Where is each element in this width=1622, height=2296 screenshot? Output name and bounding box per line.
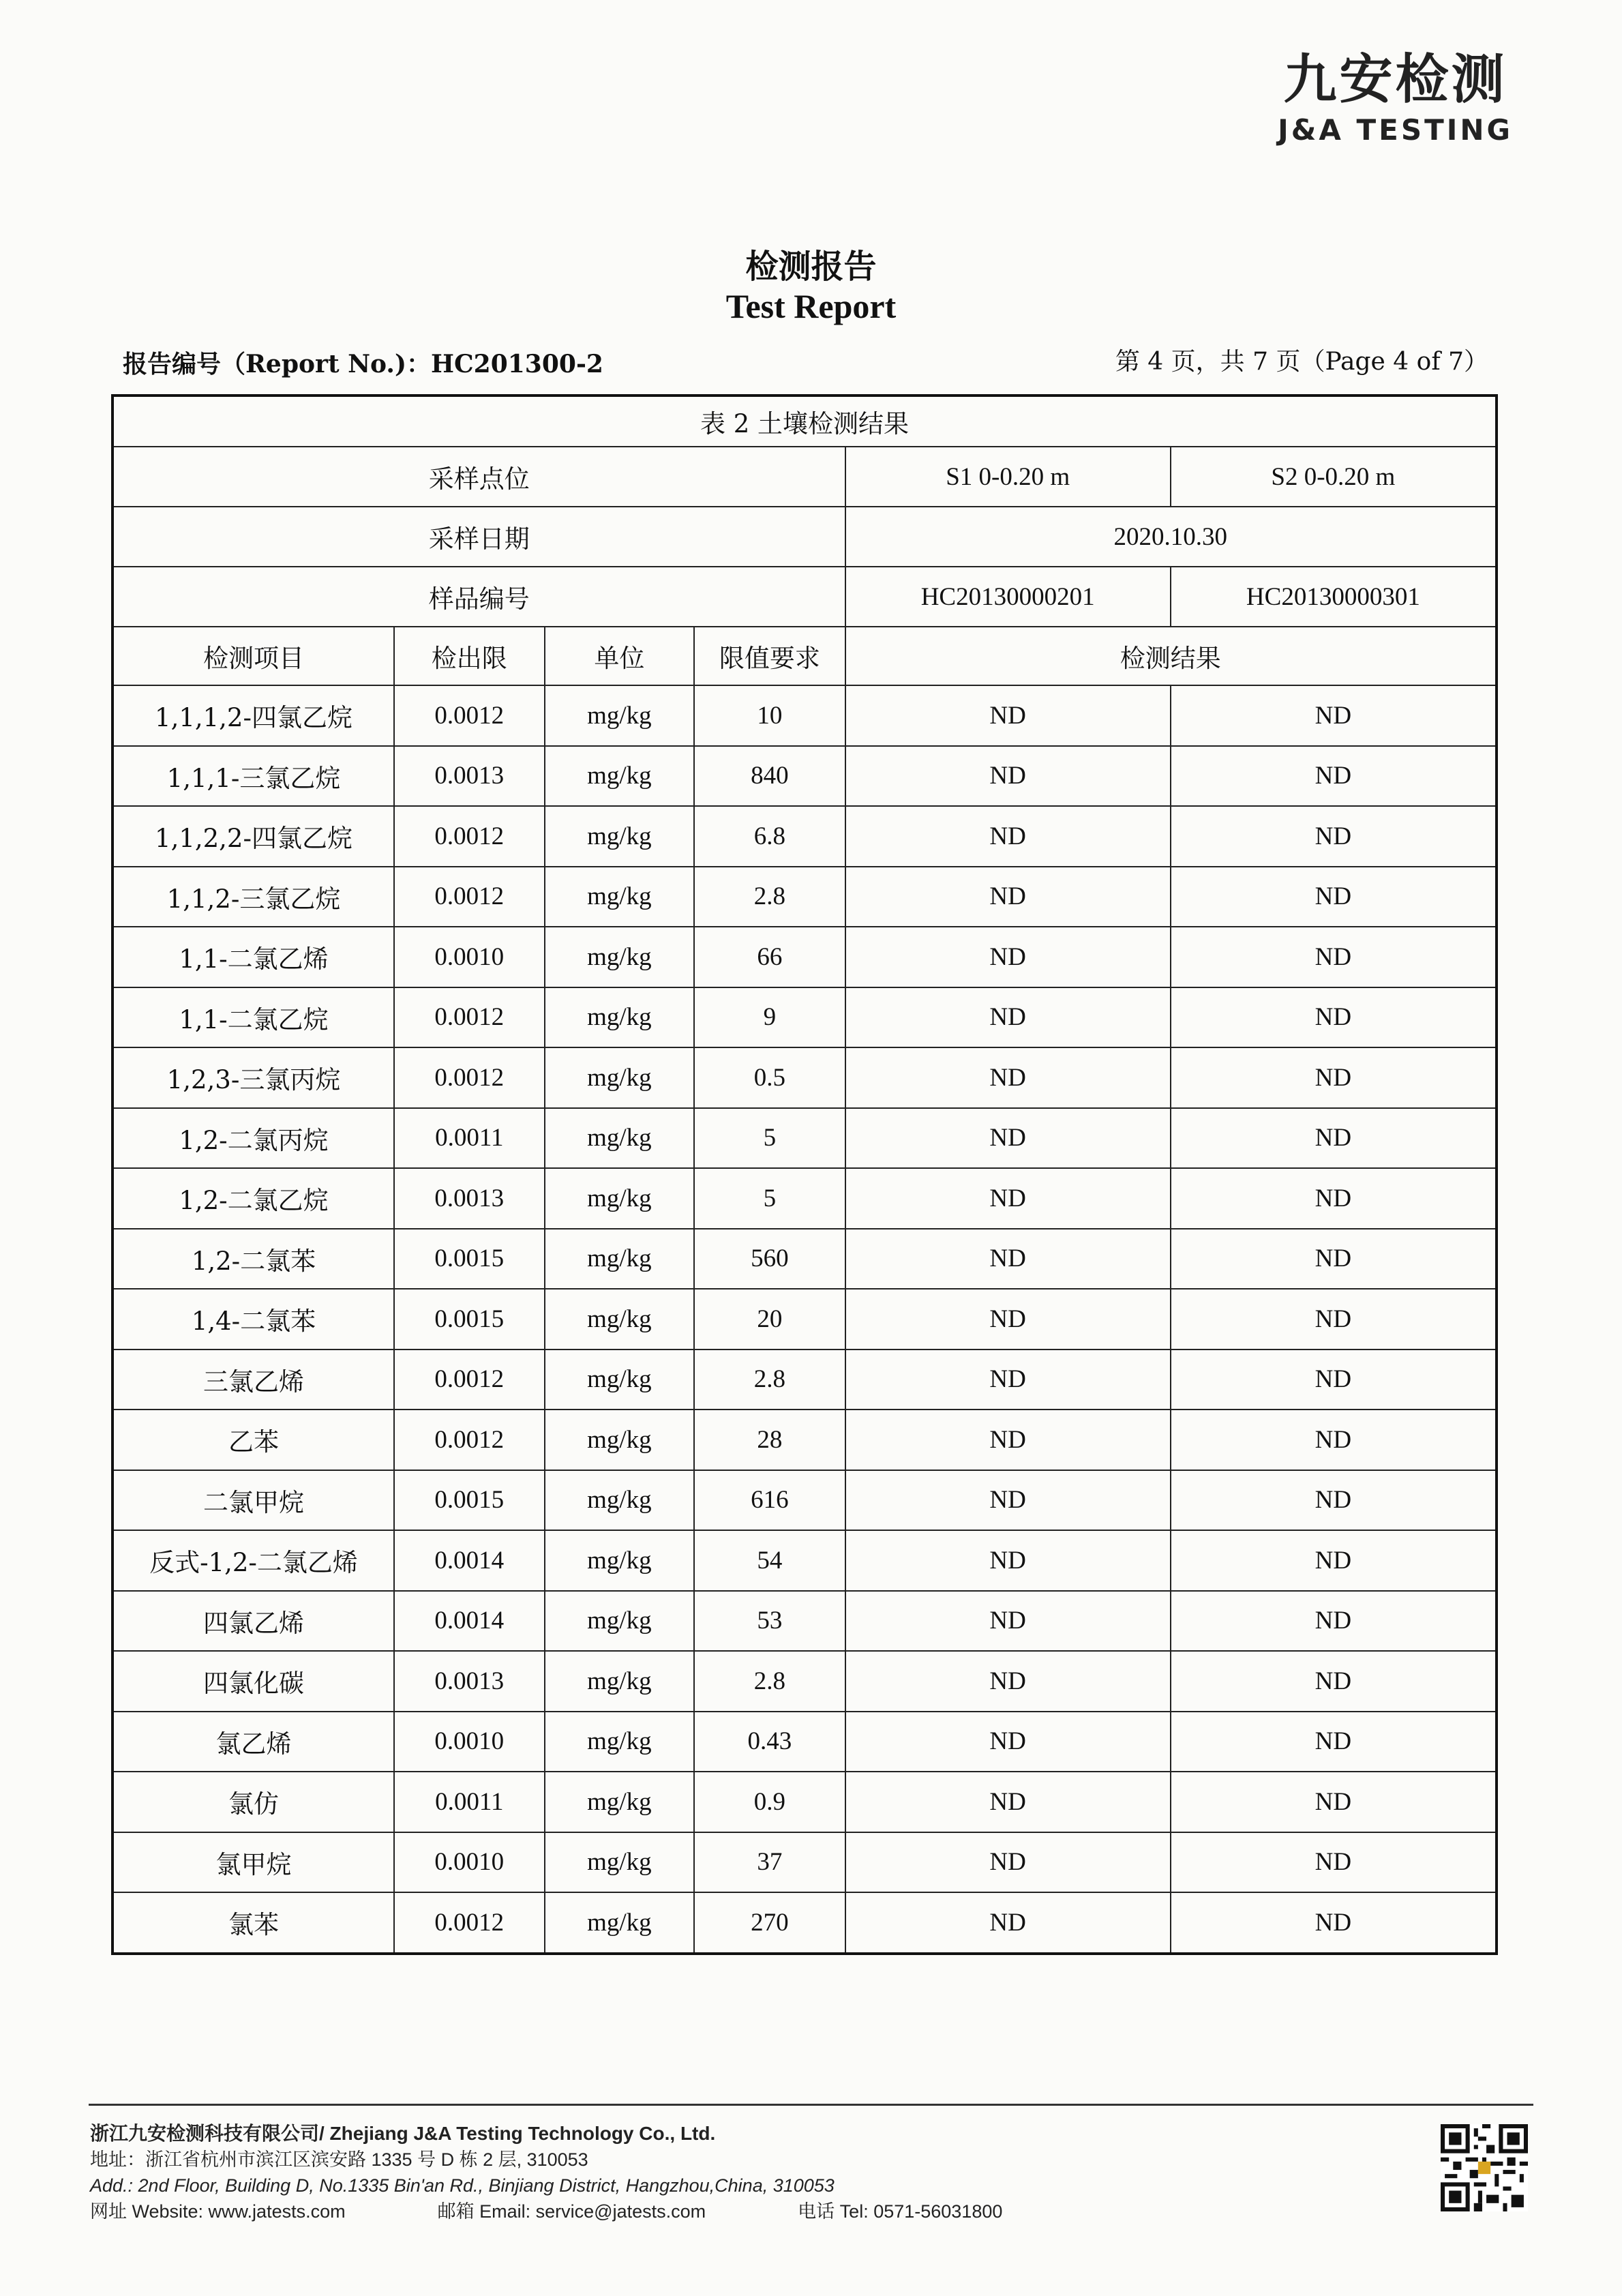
detection-limit: 0.0012 xyxy=(394,806,545,867)
limit-value: 54 xyxy=(694,1530,845,1591)
unit: mg/kg xyxy=(545,1047,695,1108)
item-name: 氯苯 xyxy=(112,1892,394,1954)
col-header-limit: 限值要求 xyxy=(694,627,845,685)
result-s2: ND xyxy=(1171,1229,1497,1289)
item-name: 反式-1,2-二氯乙烯 xyxy=(112,1530,394,1591)
detection-limit: 0.0012 xyxy=(394,1410,545,1470)
sampling-date-label: 采样日期 xyxy=(112,507,845,567)
table-row xyxy=(112,1470,1497,1531)
result-s1: ND xyxy=(845,1772,1171,1832)
result-s1: ND xyxy=(845,1350,1171,1410)
limit-value: 9 xyxy=(694,987,845,1048)
limit-value: 20 xyxy=(694,1289,845,1350)
result-s2: ND xyxy=(1171,987,1497,1048)
col-header-detection-limit: 检出限 xyxy=(394,627,545,685)
sampling-point-s2: S2 0-0.20 m xyxy=(1171,447,1497,507)
sample-no-label: 样品编号 xyxy=(112,567,845,627)
limit-value: 0.5 xyxy=(694,1047,845,1108)
result-s2: ND xyxy=(1171,806,1497,867)
detection-limit: 0.0012 xyxy=(394,1350,545,1410)
logo-cn: 九安检测 xyxy=(1283,49,1507,110)
item-name: 乙苯 xyxy=(112,1410,394,1470)
unit: mg/kg xyxy=(545,1350,695,1410)
item-name: 1,2-二氯丙烷 xyxy=(112,1108,394,1169)
detection-limit: 0.0013 xyxy=(394,1168,545,1229)
footer xyxy=(90,2121,1002,2224)
table-row xyxy=(112,987,1497,1048)
detection-limit: 0.0011 xyxy=(394,1108,545,1169)
page-number: 第 4 页，共 7 页（Page 4 of 7） xyxy=(1115,348,1488,376)
result-s1: ND xyxy=(845,987,1171,1048)
result-s1: ND xyxy=(845,1591,1171,1652)
sample-no-s2: HC20130000301 xyxy=(1171,567,1497,627)
unit: mg/kg xyxy=(545,867,695,927)
table-row xyxy=(112,1350,1497,1410)
item-name: 四氯乙烯 xyxy=(112,1591,394,1652)
detection-limit: 0.0013 xyxy=(394,1651,545,1712)
unit: mg/kg xyxy=(545,927,695,987)
result-s2: ND xyxy=(1171,1832,1497,1893)
result-s1: ND xyxy=(845,1410,1171,1470)
table-row xyxy=(112,1591,1497,1652)
footer-address-cn: 地址：浙江省杭州市滨江区滨安路 1335 号 D 栋 2 层, 310053 xyxy=(90,2149,588,2170)
result-s1: ND xyxy=(845,1892,1171,1954)
table-row xyxy=(112,1168,1497,1229)
table-row xyxy=(112,1530,1497,1591)
item-name: 1,1,1-三氯乙烷 xyxy=(112,746,394,807)
result-s2: ND xyxy=(1171,685,1497,746)
unit: mg/kg xyxy=(545,1168,695,1229)
footer-tel: 电话 Tel: 0571-56031800 xyxy=(798,2201,1003,2222)
item-name: 1,1,2-三氯乙烷 xyxy=(112,867,394,927)
limit-value: 28 xyxy=(694,1410,845,1470)
table-row xyxy=(112,1651,1497,1712)
result-s1: ND xyxy=(845,1470,1171,1531)
item-name: 四氯化碳 xyxy=(112,1651,394,1712)
table-row xyxy=(112,927,1497,987)
result-s1: ND xyxy=(845,1168,1171,1229)
limit-value: 66 xyxy=(694,927,845,987)
footer-company: 浙江九安检测科技有限公司/ Zhejiang J&A Testing Technology Co., Ltd. xyxy=(90,2123,716,2144)
result-s1: ND xyxy=(845,1229,1171,1289)
limit-value: 10 xyxy=(694,685,845,746)
limit-value: 6.8 xyxy=(694,806,845,867)
item-name: 1,4-二氯苯 xyxy=(112,1289,394,1350)
unit: mg/kg xyxy=(545,1651,695,1712)
result-s2: ND xyxy=(1171,1892,1497,1954)
limit-value: 5 xyxy=(694,1168,845,1229)
unit: mg/kg xyxy=(545,1108,695,1169)
unit: mg/kg xyxy=(545,1832,695,1893)
result-s2: ND xyxy=(1171,1772,1497,1832)
limit-value: 53 xyxy=(694,1591,845,1652)
footer-email: 邮箱 Email: service@jatests.com xyxy=(437,2201,706,2222)
result-s2: ND xyxy=(1171,1712,1497,1772)
table-row xyxy=(112,867,1497,927)
table-row xyxy=(112,1832,1497,1893)
limit-value: 0.43 xyxy=(694,1712,845,1772)
unit: mg/kg xyxy=(545,1591,695,1652)
item-name: 氯甲烷 xyxy=(112,1832,394,1893)
detection-limit: 0.0010 xyxy=(394,1832,545,1893)
result-s1: ND xyxy=(845,927,1171,987)
unit: mg/kg xyxy=(545,987,695,1048)
limit-value: 2.8 xyxy=(694,867,845,927)
limit-value: 2.8 xyxy=(694,1651,845,1712)
soil-test-results-table xyxy=(111,394,1498,1955)
table-row xyxy=(112,685,1497,746)
logo-en: J&A TESTING xyxy=(1278,113,1513,147)
item-name: 1,2-二氯苯 xyxy=(112,1229,394,1289)
result-s2: ND xyxy=(1171,927,1497,987)
footer-divider xyxy=(89,2104,1533,2106)
table-row xyxy=(112,1047,1497,1108)
company-logo xyxy=(1278,49,1513,147)
item-name: 1,2-二氯乙烷 xyxy=(112,1168,394,1229)
detection-limit: 0.0015 xyxy=(394,1470,545,1531)
report-title-en: Test Report xyxy=(725,287,897,325)
sampling-point-s1: S1 0-0.20 m xyxy=(845,447,1171,507)
detection-limit: 0.0014 xyxy=(394,1530,545,1591)
detection-limit: 0.0015 xyxy=(394,1289,545,1350)
item-name: 1,1-二氯乙烯 xyxy=(112,927,394,987)
table-row xyxy=(112,1410,1497,1470)
result-s2: ND xyxy=(1171,1591,1497,1652)
unit: mg/kg xyxy=(545,1892,695,1954)
detection-limit: 0.0012 xyxy=(394,1047,545,1108)
result-s1: ND xyxy=(845,1108,1171,1169)
item-name: 1,1,2,2-四氯乙烷 xyxy=(112,806,394,867)
result-s1: ND xyxy=(845,1530,1171,1591)
footer-address-en: Add.: 2nd Floor, Building D, No.1335 Bin'an Rd., Binjiang District, Hangzhou,China, 310053 xyxy=(90,2175,835,2196)
unit: mg/kg xyxy=(545,1289,695,1350)
detection-limit: 0.0010 xyxy=(394,1712,545,1772)
table-row xyxy=(112,1229,1497,1289)
table-caption: 表 2 土壤检测结果 xyxy=(112,396,1497,447)
item-name: 三氯乙烯 xyxy=(112,1350,394,1410)
result-s2: ND xyxy=(1171,1651,1497,1712)
unit: mg/kg xyxy=(545,1229,695,1289)
result-s2: ND xyxy=(1171,1410,1497,1470)
limit-value: 840 xyxy=(694,746,845,807)
result-s1: ND xyxy=(845,1832,1171,1893)
report-title-cn: 检测报告 xyxy=(745,248,877,286)
result-s1: ND xyxy=(845,1289,1171,1350)
item-name: 氯乙烯 xyxy=(112,1712,394,1772)
result-s2: ND xyxy=(1171,1350,1497,1410)
table-row xyxy=(112,1289,1497,1350)
unit: mg/kg xyxy=(545,1530,695,1591)
unit: mg/kg xyxy=(545,1410,695,1470)
table-row xyxy=(112,1772,1497,1832)
result-s1: ND xyxy=(845,867,1171,927)
item-name: 氯仿 xyxy=(112,1772,394,1832)
unit: mg/kg xyxy=(545,1772,695,1832)
unit: mg/kg xyxy=(545,1470,695,1531)
item-name: 1,2,3-三氯丙烷 xyxy=(112,1047,394,1108)
limit-value: 616 xyxy=(694,1470,845,1531)
limit-value: 0.9 xyxy=(694,1772,845,1832)
unit: mg/kg xyxy=(545,1712,695,1772)
detection-limit: 0.0012 xyxy=(394,685,545,746)
item-name: 1,1,1,2-四氯乙烷 xyxy=(112,685,394,746)
result-s1: ND xyxy=(845,806,1171,867)
limit-value: 270 xyxy=(694,1892,845,1954)
result-s1: ND xyxy=(845,746,1171,807)
unit: mg/kg xyxy=(545,685,695,746)
item-name: 1,1-二氯乙烷 xyxy=(112,987,394,1048)
result-s2: ND xyxy=(1171,746,1497,807)
table-row xyxy=(112,1892,1497,1954)
result-s2: ND xyxy=(1171,1470,1497,1531)
unit: mg/kg xyxy=(545,806,695,867)
sampling-date: 2020.10.30 xyxy=(845,507,1497,567)
col-header-item: 检测项目 xyxy=(112,627,394,685)
detection-limit: 0.0012 xyxy=(394,987,545,1048)
result-s2: ND xyxy=(1171,1168,1497,1229)
col-header-unit: 单位 xyxy=(545,627,695,685)
col-header-result: 检测结果 xyxy=(845,627,1497,685)
unit: mg/kg xyxy=(545,746,695,807)
detection-limit: 0.0012 xyxy=(394,1892,545,1954)
result-s1: ND xyxy=(845,685,1171,746)
table-row xyxy=(112,1712,1497,1772)
result-s1: ND xyxy=(845,1047,1171,1108)
limit-value: 560 xyxy=(694,1229,845,1289)
result-s2: ND xyxy=(1171,1289,1497,1350)
result-s2: ND xyxy=(1171,1530,1497,1591)
detection-limit: 0.0012 xyxy=(394,867,545,927)
item-name: 二氯甲烷 xyxy=(112,1470,394,1531)
sample-no-s1: HC20130000201 xyxy=(845,567,1171,627)
result-s2: ND xyxy=(1171,1047,1497,1108)
limit-value: 2.8 xyxy=(694,1350,845,1410)
limit-value: 37 xyxy=(694,1832,845,1893)
footer-website: 网址 Website: www.jatests.com xyxy=(90,2201,346,2222)
detection-limit: 0.0013 xyxy=(394,746,545,807)
detection-limit: 0.0010 xyxy=(394,927,545,987)
result-s2: ND xyxy=(1171,867,1497,927)
detection-limit: 0.0014 xyxy=(394,1591,545,1652)
result-s2: ND xyxy=(1171,1108,1497,1169)
table-row xyxy=(112,746,1497,807)
table-row xyxy=(112,1108,1497,1169)
table-row xyxy=(112,806,1497,867)
limit-value: 5 xyxy=(694,1108,845,1169)
result-s1: ND xyxy=(845,1712,1171,1772)
sampling-point-label: 采样点位 xyxy=(112,447,845,507)
result-s1: ND xyxy=(845,1651,1171,1712)
detection-limit: 0.0015 xyxy=(394,1229,545,1289)
report-number: 报告编号（Report No.)：HC201300-2 xyxy=(123,350,603,378)
qr-code-icon xyxy=(1441,2124,1528,2211)
detection-limit: 0.0011 xyxy=(394,1772,545,1832)
